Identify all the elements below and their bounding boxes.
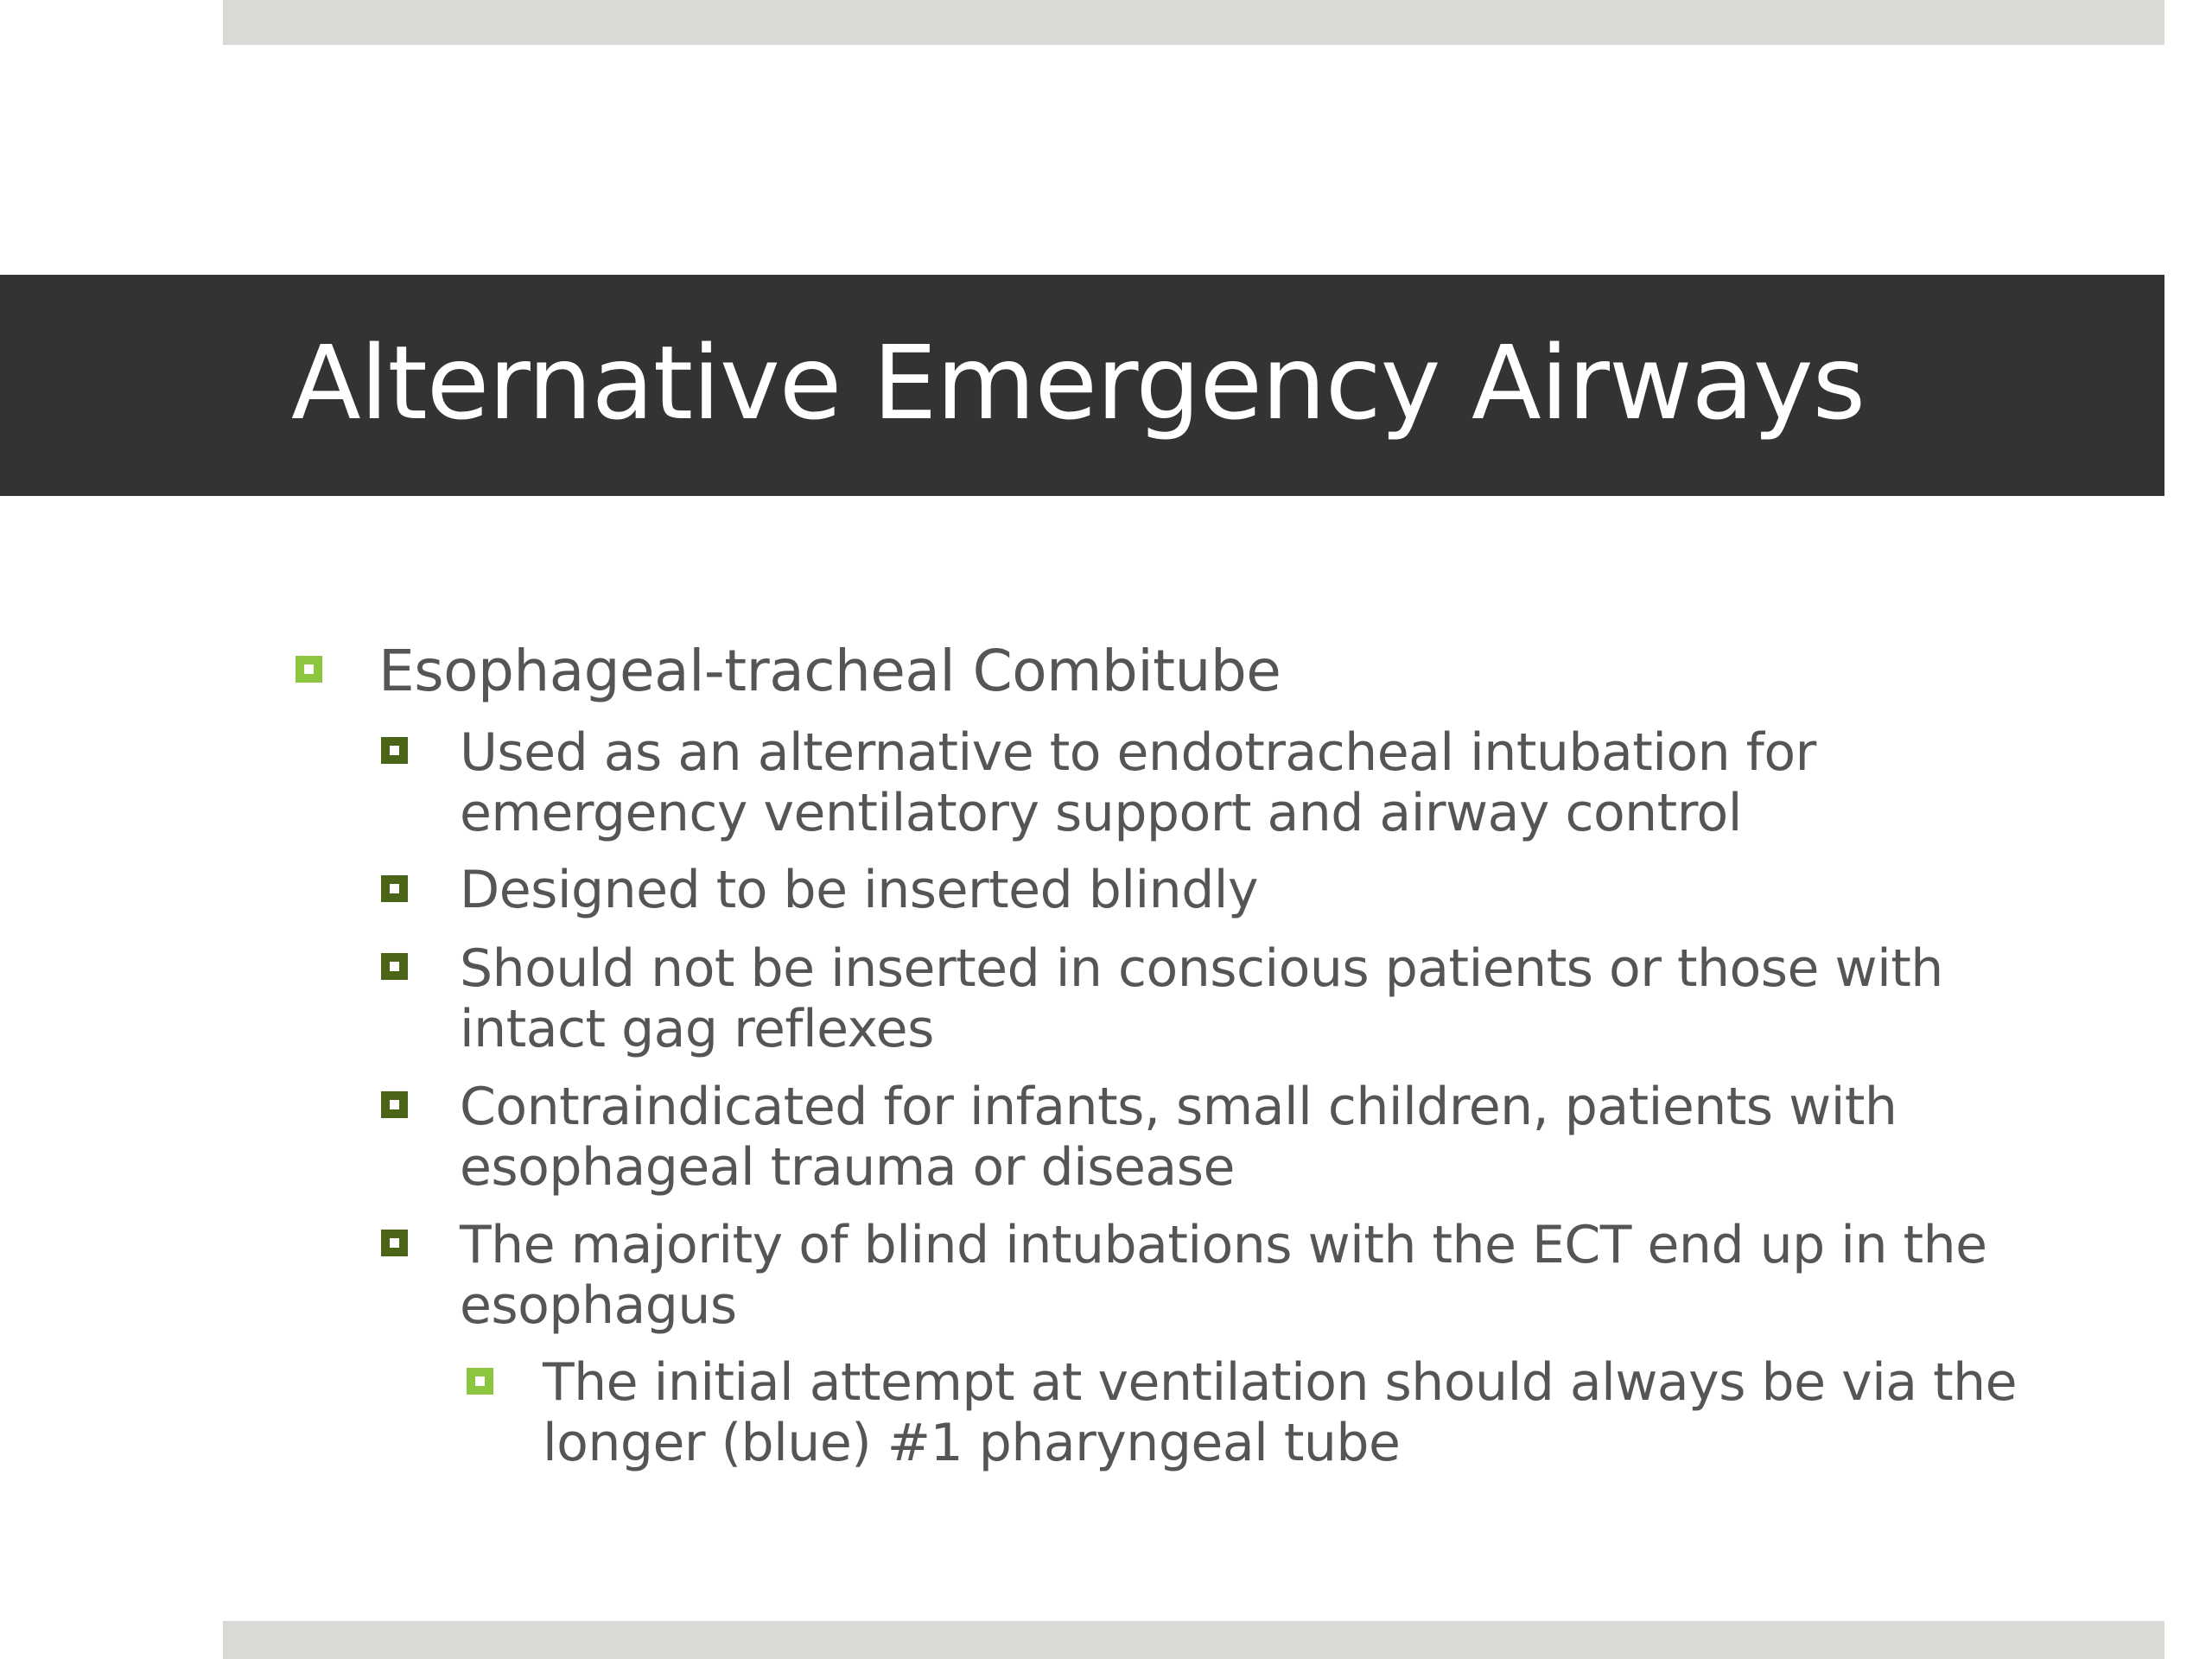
slide-title: Alternative Emergency Airways bbox=[291, 323, 1866, 442]
square-bullet-icon bbox=[467, 1368, 493, 1395]
list-item-text: Designed to be inserted blindly bbox=[460, 860, 1258, 920]
square-bullet-icon bbox=[381, 953, 408, 980]
bottom-decorative-band bbox=[223, 1621, 2164, 1659]
square-bullet-icon bbox=[381, 1230, 408, 1256]
list-item-text: Should not be inserted in conscious patients or those with intact gag reflexes bbox=[460, 938, 1943, 1059]
square-bullet-icon bbox=[381, 737, 408, 764]
list-item-text: The initial attempt at ventilation should always be via the longer (blue) #1 pharyngeal tube bbox=[543, 1352, 2018, 1473]
list-item-text: The majority of blind intubations with the ECT end up in the esophagus bbox=[460, 1215, 1987, 1336]
square-bullet-icon bbox=[381, 1091, 408, 1118]
list-item-text: Contraindicated for infants, small children, patients with esophageal trauma or disease bbox=[460, 1077, 1897, 1198]
list-item-text: Used as an alternative to endotracheal intubation for emergency ventilatory support and airway control bbox=[460, 722, 1816, 843]
list-item-text: Esophageal-tracheal Combitube bbox=[378, 638, 1281, 704]
square-bullet-icon bbox=[381, 875, 408, 902]
square-bullet-icon bbox=[296, 656, 322, 683]
